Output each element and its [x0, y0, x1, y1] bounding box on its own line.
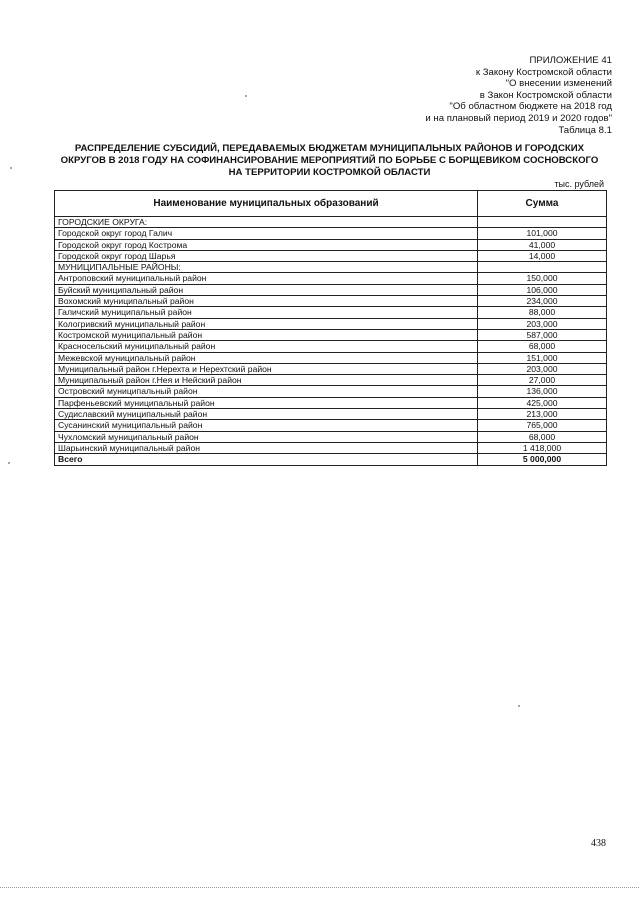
- row-amount: 88,000: [478, 307, 607, 318]
- table-row: [55, 363, 607, 374]
- table-row: [55, 329, 607, 340]
- appendix-line: к Закону Костромской области: [475, 66, 612, 78]
- table-row: [55, 375, 607, 386]
- row-name: МУНИЦИПАЛЬНЫЕ РАЙОНЫ:: [55, 262, 478, 273]
- appendix-line: "О внесении изменений: [505, 78, 612, 90]
- row-amount: [478, 217, 607, 228]
- row-name: Муниципальный район г.Нея и Нейский район: [55, 375, 478, 386]
- table-row: [55, 420, 607, 431]
- table-row: [55, 341, 607, 352]
- row-name: Антроповский муниципальный район: [55, 273, 478, 284]
- table-body: [55, 217, 607, 466]
- row-amount: 27,000: [478, 375, 607, 386]
- row-amount: 587,000: [478, 329, 607, 340]
- row-amount: 5 000,000: [478, 454, 607, 465]
- row-amount: 151,000: [478, 352, 607, 363]
- appendix-line: ПРИЛОЖЕНИЕ 41: [529, 55, 612, 66]
- appendix-block: [425, 55, 612, 136]
- table-row: [55, 307, 607, 318]
- row-amount: 68,000: [478, 341, 607, 352]
- row-name: Красносельский муниципальный район: [55, 341, 478, 352]
- appendix-line: "Об областном бюджете на 2018 год: [449, 101, 612, 113]
- table-row: [55, 386, 607, 397]
- row-amount: 213,000: [478, 409, 607, 420]
- scan-speck: [8, 462, 10, 464]
- scan-speck: [10, 167, 12, 169]
- row-amount: 14,000: [478, 250, 607, 261]
- appendix-line: Таблица 8.1: [558, 124, 612, 136]
- table-row: [55, 284, 607, 295]
- row-name: Муниципальный район г.Нерехта и Нерехтский район: [55, 363, 478, 374]
- document-title: [52, 143, 607, 178]
- row-amount: 136,000: [478, 386, 607, 397]
- header-name: Наименование муниципальных образований: [55, 191, 478, 217]
- scan-speck: [245, 95, 247, 97]
- page-number: 438: [591, 838, 606, 849]
- table-row: [55, 250, 607, 261]
- table-row: [55, 442, 607, 453]
- total-row: [55, 454, 607, 465]
- row-name: Кологривский муниципальный район: [55, 318, 478, 329]
- table-row: [55, 352, 607, 363]
- row-amount: 203,000: [478, 318, 607, 329]
- units-label: тыс. рублей: [554, 179, 604, 189]
- row-name: Всего: [55, 454, 478, 465]
- row-name: ГОРОДСКИЕ ОКРУГА:: [55, 217, 478, 228]
- row-name: Городской округ город Шарья: [55, 250, 478, 261]
- row-amount: 41,000: [478, 239, 607, 250]
- table-row: [55, 273, 607, 284]
- table-row: [55, 296, 607, 307]
- row-name: Вохомский муниципальный район: [55, 296, 478, 307]
- row-name: Сусанинский муниципальный район: [55, 420, 478, 431]
- row-name: Галичский муниципальный район: [55, 307, 478, 318]
- row-name: Межевской муниципальный район: [55, 352, 478, 363]
- table-row: [55, 409, 607, 420]
- table-row: [55, 397, 607, 408]
- row-name: Островский муниципальный район: [55, 386, 478, 397]
- row-name: Чухломский муниципальный район: [55, 431, 478, 442]
- title-line-1: РАСПРЕДЕЛЕНИЕ СУБСИДИЙ, ПЕРЕДАВАЕМЫХ БЮДЖЕТАМ МУНИЦИПАЛЬНЫХ РАЙОНОВ И ГОРОДСКИХ: [74, 143, 585, 154]
- row-name: Городской округ город Галич: [55, 228, 478, 239]
- row-amount: 106,000: [478, 284, 607, 295]
- row-amount: 68,000: [478, 431, 607, 442]
- table-header-row: [55, 191, 607, 217]
- row-amount: [478, 262, 607, 273]
- group-row: [55, 262, 607, 273]
- table-row: [55, 239, 607, 250]
- row-amount: 150,000: [478, 273, 607, 284]
- title-line-3: НА ТЕРРИТОРИИ КОСТРОМКОЙ ОБЛАСТИ: [228, 166, 431, 178]
- row-name: Буйский муниципальный район: [55, 284, 478, 295]
- scan-speck: [518, 705, 520, 707]
- header-amount: Сумма: [478, 191, 607, 217]
- row-amount: 203,000: [478, 363, 607, 374]
- row-amount: 234,000: [478, 296, 607, 307]
- table-row: [55, 228, 607, 239]
- row-amount: 425,000: [478, 397, 607, 408]
- subsidy-table: [54, 190, 607, 466]
- group-row: [55, 217, 607, 228]
- row-amount: 1 418,000: [478, 442, 607, 453]
- table-row: [55, 318, 607, 329]
- row-name: Костромской муниципальный район: [55, 329, 478, 340]
- title-line-2: ОКРУГОВ В 2018 ГОДУ НА СОФИНАНСИРОВАНИЕ МЕРОПРИЯТИЙ ПО БОРЬБЕ С БОРЩЕВИКОМ СОСНОВСКОГО: [60, 154, 599, 166]
- row-amount: 765,000: [478, 420, 607, 431]
- row-amount: 101,000: [478, 228, 607, 239]
- appendix-line: и на плановый период 2019 и 2020 годов": [425, 112, 612, 124]
- bottom-rule: [0, 887, 639, 888]
- row-name: Городской округ город Кострома: [55, 239, 478, 250]
- table-row: [55, 431, 607, 442]
- row-name: Шарьинский муниципальный район: [55, 442, 478, 453]
- row-name: Парфеньевский муниципальный район: [55, 397, 478, 408]
- row-name: Судиславский муниципальный район: [55, 409, 478, 420]
- appendix-line: в Закон Костромской области: [479, 89, 612, 101]
